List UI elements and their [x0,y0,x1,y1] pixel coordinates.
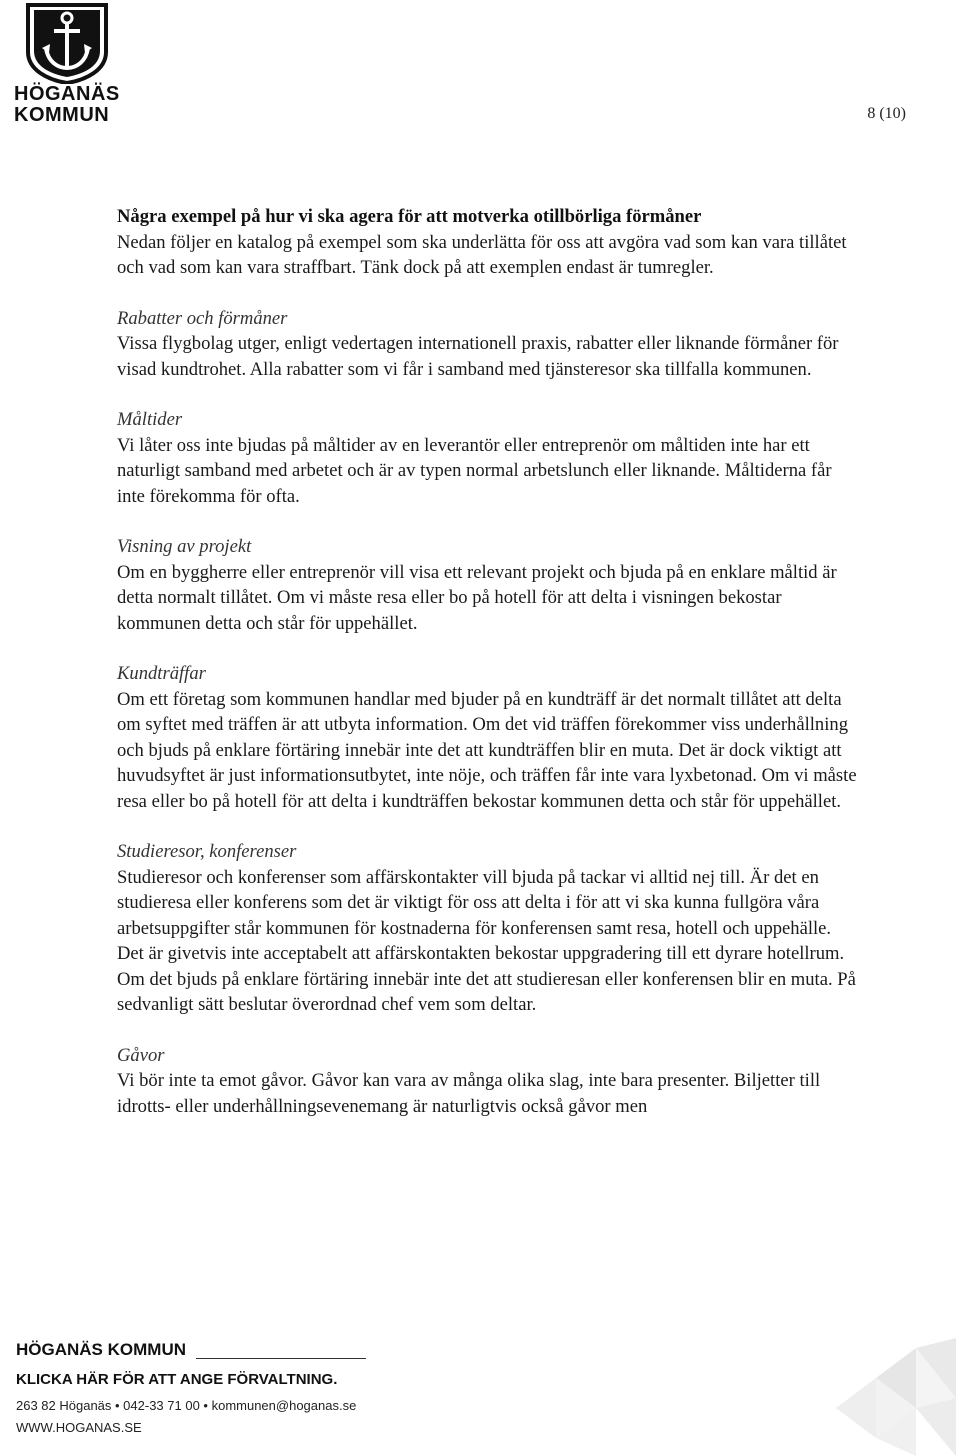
section-heading: Måltider [117,409,183,430]
section-text: Om en byggherre eller entreprenör vill visa ett relevant projekt och bjuda på en enklare måltid är detta normalt tillåtet. Om vi måste resa eller bo på hotell för att delta i visningen bekostar kommunen detta och står för uppehället. [117,561,837,634]
section-text: Om ett företag som kommunen handlar med bjuder på en kundträff är det normalt tillåtet att delta om syftet med träffen är att utbyta information. Om det vid träffen förekommer viss underhållning och bjuds på enklare förtäring innebär inte det att kundträffen blir en muta. Det är dock viktigt att huvudsyftet är just informationsutbytet, inte nöje, och träffen får inte vara lyxbetonad. Om vi måste resa eller bo på hotell för att delta i kundträffen bekostar kommunen detta och står för uppehället. [117,688,857,812]
section-text: Studieresor och konferenser som affärskontakter vill bjuda på tackar vi alltid nej till. Är det en studieresa eller konferens som det är viktigt för oss att delta i för att vi ska kunna fullgöra våra arbetsuppgifter står kommunen för kostnaderna för konferensen samt resa, hotell och uppehälle. Det är givetvis inte acceptabelt att affärskontakten bekostar uppgradering till ett dyrare hotellrum. Om det bjuds på enklare förtäring innebär inte det att studieresan eller konferensen blir en muta. På sedvanligt sätt beslutar överordnad chef vem som deltar. [117,866,856,1015]
intro-heading: Några exempel på hur vi ska agera för att motverka otillbörliga förmåner [117,206,702,227]
section-kundtraffar [117,661,857,814]
section-gavor [117,1043,857,1120]
section-heading: Rabatter och förmåner [117,307,288,329]
section-rabatter [117,306,857,383]
section-heading: Gåvor [117,1044,165,1066]
page-footer [16,1338,960,1456]
intro-text: Nedan följer en katalog på exempel som ska underlätta för oss att avgöra vad som kan vara tillåtet och vad som kan vara straffbart. Tänk dock på att exemplen endast är tumregler. [117,231,847,278]
footer-contact: 263 82 Höganäs • 042-33 71 00 • kommunen@hoganas.se [16,1398,357,1413]
section-heading: Visning av projekt [117,536,252,557]
section-visning [117,534,857,636]
section-studieresor [117,839,857,1018]
decorative-triangle-pattern-icon [806,1338,956,1456]
document-body [117,204,857,1119]
section-maltider [117,407,857,509]
section-heading: Studieresor, konferenser [117,841,297,862]
logo-name-line1: HÖGANÄS [14,83,120,105]
page-number: 8 (10) [867,105,906,122]
section-text: Vissa flygbolag utger, enligt vedertagen internationell praxis, rabatter eller liknande förmåner för visad kundtrohet. Alla rabatter som vi får i samband med tjänsteresor ska tillfalla kommunen. [117,333,839,380]
anchor-shield-icon [24,2,110,84]
footer-divider [196,1358,366,1359]
section-text: Vi bör inte ta emot gåvor. Gåvor kan vara av många olika slag, inte bara presenter. Biljetter till idrotts- eller underhållningsevenemang är naturligtvis också gåvor men [117,1070,821,1117]
section-heading: Kundträffar [117,663,206,684]
footer-organization: HÖGANÄS KOMMUN [16,1340,186,1359]
section-text: Vi låter oss inte bjudas på måltider av en leverantör eller entreprenör om måltiden inte har ett naturligt samband med arbetet och är av typen normal arbetslunch eller liknande. Måltiderna får inte förekomma för ofta. [117,434,832,507]
footer-website-link[interactable]: WWW.HOGANAS.SE [16,1420,142,1435]
footer-department[interactable]: KLICKA HÄR FÖR ATT ANGE FÖRVALTNING. [16,1371,338,1388]
hoganas-logo [14,2,118,126]
logo-name-line2: KOMMUN [14,104,110,126]
